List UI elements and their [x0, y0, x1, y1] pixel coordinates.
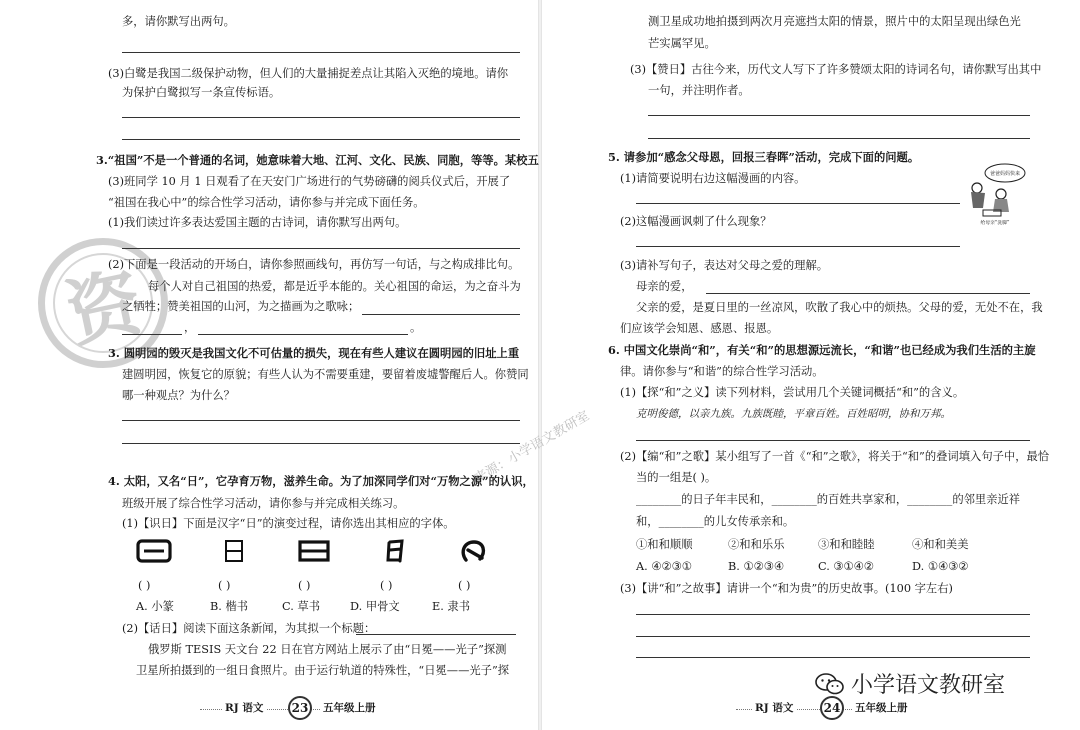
- line: 班级开展了综合性学习活动，请你参与并完成相关练习。: [122, 497, 405, 510]
- glyph-xiaozhuan-icon: [134, 538, 174, 564]
- answer-line[interactable]: [636, 614, 1030, 615]
- footer-grade: 五年级上册: [852, 700, 911, 715]
- line: (1)【探“和”之义】读下列材料，尝试用几个关键词概括“和”的含义。: [620, 386, 965, 399]
- line: 测卫星成功地拍摄到两次月亮遮挡太阳的情景，照片中的太阳呈现出绿色光: [648, 15, 1021, 28]
- line: 律。请你参与“和谐”的综合性学习活动。: [620, 365, 824, 378]
- footer-subject: RJ 语文: [222, 700, 266, 715]
- line: (3)请补写句子，表达对父母之爱的理解。: [620, 259, 829, 272]
- answer-line[interactable]: [636, 657, 1030, 658]
- page-number: 24: [820, 696, 844, 720]
- cartoon-bubble-text: 爸爸妈妈快来: [989, 171, 1021, 177]
- line: (1)请简要说明右边这幅漫画的内容。: [620, 172, 806, 185]
- answer-line[interactable]: [122, 420, 520, 421]
- glyph-jiaguwen-icon: [454, 538, 494, 564]
- line: 芒实属罕见。: [648, 37, 716, 50]
- option-1: ①和和顺顺: [636, 538, 693, 551]
- classical-quote: 克明俊德，以亲九族。九族既睦，平章百姓。百姓昭明，协和万邦。: [636, 408, 951, 420]
- answer-line[interactable]: [122, 117, 520, 118]
- glyph-caoshu-icon: [376, 538, 416, 564]
- fill-sentence: 和，________的儿女传承亲和。: [636, 515, 795, 528]
- answer-line[interactable]: [122, 248, 520, 249]
- line: 卫星所拍摄到的一组日食照片。由于运行轨道的特殊性，“日冕——光子”探: [136, 664, 510, 677]
- option-4: ④和和美美: [912, 538, 969, 551]
- option-b: B. 楷书: [210, 600, 249, 613]
- line: (3)【讲“和”之故事】请讲一个“和为贵”的历史故事。(100 字左右): [620, 582, 953, 595]
- answer-line[interactable]: [122, 443, 520, 444]
- title-answer-blank[interactable]: [356, 634, 516, 635]
- line: 为保护白鹭拟写一条宣传标语。: [122, 86, 281, 99]
- line: (1)【识日】下面是汉字“日”的演变过程，请你选出其相应的字体。: [122, 517, 455, 530]
- wechat-account-label: 小学语文教研室: [815, 668, 1005, 699]
- question-5-stem: 5. 请参加“感念父母恩，回报三春晖”活动，完成下面的问题。: [608, 150, 920, 164]
- option-3: ③和和睦睦: [818, 538, 875, 551]
- choice-c: C. ③①④②: [818, 560, 874, 573]
- page-24: [540, 0, 1080, 730]
- answer-line[interactable]: [648, 138, 1030, 139]
- question-3-yuanmingyuan: 3. 圆明园的毁灭是我国文化不可估量的损失，现在有些人建议在圆明园的旧址上重: [108, 346, 520, 360]
- choice-d: D. ①④③②: [912, 560, 969, 573]
- choice-a: A. ④②③①: [636, 560, 692, 573]
- answer-paren[interactable]: ( ): [298, 579, 311, 592]
- answer-line[interactable]: [636, 636, 1030, 637]
- answer-line[interactable]: [122, 52, 520, 53]
- glyph-kaishu-icon: [214, 538, 254, 564]
- answer-paren[interactable]: ( ): [458, 579, 471, 592]
- choice-b: B. ①②③④: [728, 560, 784, 573]
- option-e: E. 隶书: [432, 600, 471, 613]
- line: “祖国在我心中”的综合性学习活动，请你参与并完成下面任务。: [108, 196, 425, 209]
- answer-line[interactable]: [636, 246, 960, 247]
- line: 母亲的爱，: [636, 280, 693, 293]
- answer-paren[interactable]: ( ): [218, 579, 231, 592]
- line: (2)下面是一段活动的开场白，请你参照画线句，再仿写一句话，与之构成排比句。: [108, 258, 520, 271]
- line: (2)【编“和”之歌】某小组写了一首《“和”之歌》，将关于“和”的叠词填入句子中，最恰: [620, 450, 1050, 463]
- line: 当的一组是( )。: [636, 471, 717, 484]
- line: 之牺牲；赞美祖国的山河，为之描画为之歌咏；: [122, 300, 360, 313]
- line: 每个人对自己祖国的热爱，都是近乎本能的。关心祖国的命运，为之奋斗为: [148, 280, 521, 293]
- line: 哪一种观点？为什么？: [122, 389, 235, 402]
- question-4-stem: 4. 太阳，又名“日”，它孕育万物，滋养生命。为了加深同学们对“万物之源”的认识，: [108, 474, 534, 488]
- cartoon-illustration: [963, 162, 1027, 226]
- line: 们应该学会知恩、感恩、报恩。: [620, 322, 779, 335]
- answer-line[interactable]: [636, 440, 1030, 441]
- answer-blank[interactable]: [198, 334, 408, 335]
- fill-sentence: ________的日子年丰民和，________的百姓共享家和，________的邻里亲近祥: [636, 493, 1021, 506]
- answer-blank[interactable]: [706, 293, 1030, 294]
- option-a: A. 小篆: [136, 600, 174, 613]
- source-watermark: 来源：小学语文教研室: [472, 408, 593, 487]
- line: (2)这幅漫画讽刺了什么现象？: [620, 215, 772, 228]
- line: 多，请你默写出两句。: [122, 15, 235, 28]
- stamp-watermark: 资: [26, 226, 180, 380]
- answer-blank[interactable]: [122, 334, 182, 335]
- footer-grade: 五年级上册: [320, 700, 379, 715]
- line: 建圆明园，恢复它的原貌；有些人认为不需要重建，要留着废墟警醒后人。你赞同: [122, 368, 529, 381]
- comma: ，: [184, 321, 196, 334]
- wechat-logo-icon: [815, 672, 845, 696]
- line: (2)【话日】阅读下面这条新闻，为其拟一个标题：: [122, 622, 376, 635]
- answer-paren[interactable]: ( ): [138, 579, 151, 592]
- page-number: 23: [288, 696, 312, 720]
- line: (3)班同学 10 月 1 日观看了在天安门广场进行的气势磅礴的阅兵仪式后，开展了: [108, 175, 511, 188]
- answer-line[interactable]: [122, 139, 520, 140]
- line: (3)【赞日】古往今来，历代文人写下了许多赞颂太阳的诗词名句，请你默写出其中: [630, 63, 1042, 76]
- answer-paren[interactable]: ( ): [380, 579, 393, 592]
- line: 一句，并注明作者。: [648, 84, 750, 97]
- answer-line[interactable]: [648, 115, 1030, 116]
- answer-blank[interactable]: [362, 314, 520, 315]
- line: (3)白鹭是我国二级保护动物，但人们的大量捕捉差点让其陷入灭绝的境地。请你: [108, 67, 509, 80]
- option-c: C. 草书: [282, 600, 321, 613]
- cartoon-caption: 给母亲“洗脚”: [980, 221, 1010, 226]
- line: 俄罗斯 TESIS 天文台 22 日在官方网站上展示了由“日冕——光子”探测: [148, 643, 507, 656]
- line: (1)我们读过许多表达爱国主题的古诗词，请你默写出两句。: [108, 216, 407, 229]
- answer-line[interactable]: [636, 203, 960, 204]
- footer-subject: RJ 语文: [752, 700, 796, 715]
- line: 父亲的爱，是夏日里的一丝凉风，吹散了我心中的烦热。父母的爱，无处不在，我: [636, 301, 1043, 314]
- glyph-lishu-icon: [294, 538, 334, 564]
- option-2: ②和和乐乐: [728, 538, 785, 551]
- question-3-stem: 3.“祖国”不是一个普通的名词，她意味着大地、江河、文化、民族、同胞，等等。某校五: [96, 153, 539, 167]
- footer-rule: [200, 709, 340, 710]
- period: 。: [410, 321, 422, 334]
- option-d: D. 甲骨文: [350, 600, 400, 613]
- question-6-stem: 6. 中国文化崇尚“和”，有关“和”的思想源远流长，“和谐”也已经成为我们生活的主旋: [608, 343, 1036, 357]
